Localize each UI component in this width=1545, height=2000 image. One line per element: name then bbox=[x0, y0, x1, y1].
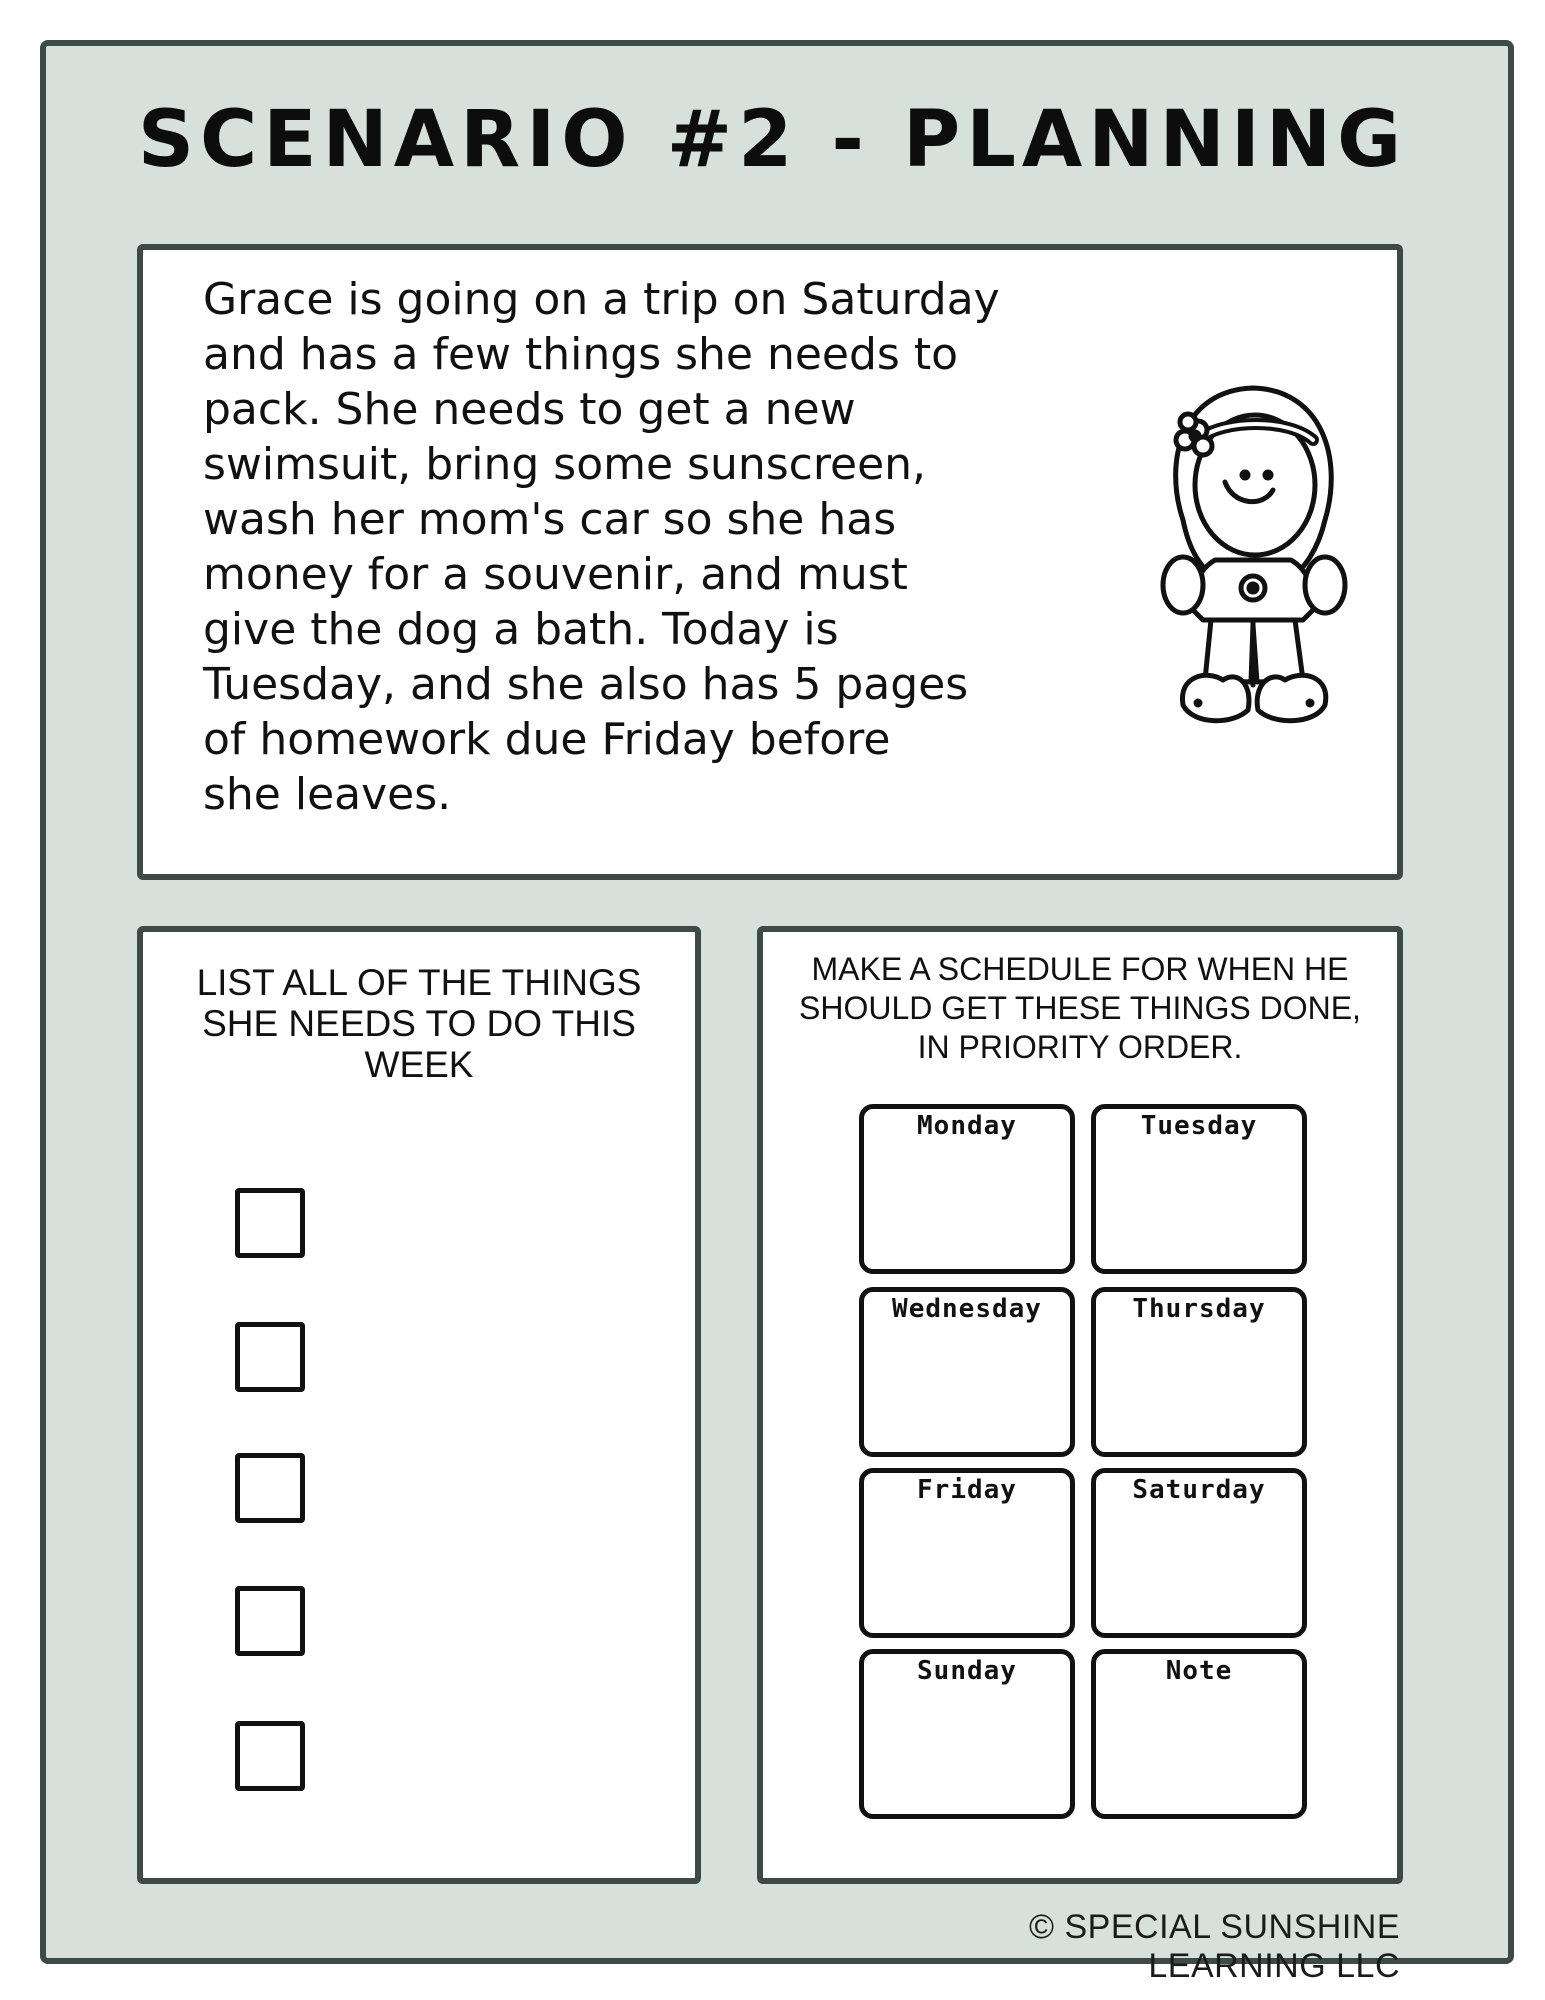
todo-checkbox[interactable] bbox=[235, 1453, 305, 1523]
day-label: Tuesday bbox=[1140, 1111, 1258, 1141]
todo-checkbox[interactable] bbox=[235, 1322, 305, 1392]
todo-list-panel bbox=[137, 926, 701, 1884]
day-box-note[interactable] bbox=[1091, 1649, 1307, 1819]
story-line: she leaves. bbox=[203, 769, 452, 820]
day-label: Wednesday bbox=[892, 1294, 1042, 1324]
day-label: Thursday bbox=[1132, 1294, 1266, 1324]
instruction-line: IN PRIORITY ORDER. bbox=[917, 1029, 1243, 1065]
story-line: money for a souvenir, and must bbox=[203, 549, 908, 600]
todo-checkbox[interactable] bbox=[235, 1586, 305, 1656]
story-line: of homework due Friday before bbox=[203, 714, 891, 765]
instruction-line: SHOULD GET THESE THINGS DONE, bbox=[799, 990, 1361, 1026]
day-box-saturday[interactable] bbox=[1091, 1468, 1307, 1638]
instruction-line: SHE NEEDS TO DO THIS bbox=[202, 1003, 636, 1044]
list-instructions bbox=[163, 962, 675, 1085]
story-line: pack. She needs to get a new bbox=[203, 384, 856, 435]
day-box-thursday[interactable] bbox=[1091, 1287, 1307, 1457]
page-title: SCENARIO #2 - PLANNING bbox=[137, 95, 1408, 185]
story-line: wash her mom's car so she has bbox=[203, 494, 897, 545]
girl-icon bbox=[1153, 370, 1353, 730]
story-line: and has a few things she needs to bbox=[203, 329, 959, 380]
story-line: Grace is going on a trip on Saturday bbox=[203, 274, 1000, 325]
day-box-wednesday[interactable] bbox=[859, 1287, 1075, 1457]
day-label: Friday bbox=[917, 1475, 1017, 1505]
story-text bbox=[203, 272, 1103, 822]
todo-checkbox[interactable] bbox=[235, 1721, 305, 1791]
todo-checkbox[interactable] bbox=[235, 1188, 305, 1258]
day-label: Saturday bbox=[1132, 1475, 1266, 1505]
day-box-friday[interactable] bbox=[859, 1468, 1075, 1638]
day-label: Note bbox=[1165, 1656, 1233, 1686]
instruction-line: WEEK bbox=[364, 1044, 474, 1085]
day-box-sunday[interactable] bbox=[859, 1649, 1075, 1819]
schedule-instructions bbox=[783, 950, 1377, 1067]
day-label: Monday bbox=[917, 1111, 1017, 1141]
schedule-panel bbox=[757, 926, 1403, 1884]
day-box-monday[interactable] bbox=[859, 1104, 1075, 1274]
instruction-line: MAKE A SCHEDULE FOR WHEN HE bbox=[811, 951, 1349, 987]
copyright-text: © SPECIAL SUNSHINE LEARNING LLC bbox=[1029, 1908, 1400, 1985]
instruction-line: LIST ALL OF THE THINGS bbox=[196, 962, 642, 1003]
story-line: Tuesday, and she also has 5 pages bbox=[203, 659, 969, 710]
day-label: Sunday bbox=[917, 1656, 1017, 1686]
story-line: swimsuit, bring some sunscreen, bbox=[203, 439, 927, 490]
day-box-tuesday[interactable] bbox=[1091, 1104, 1307, 1274]
story-line: give the dog a bath. Today is bbox=[203, 604, 839, 655]
story-box bbox=[137, 244, 1403, 880]
